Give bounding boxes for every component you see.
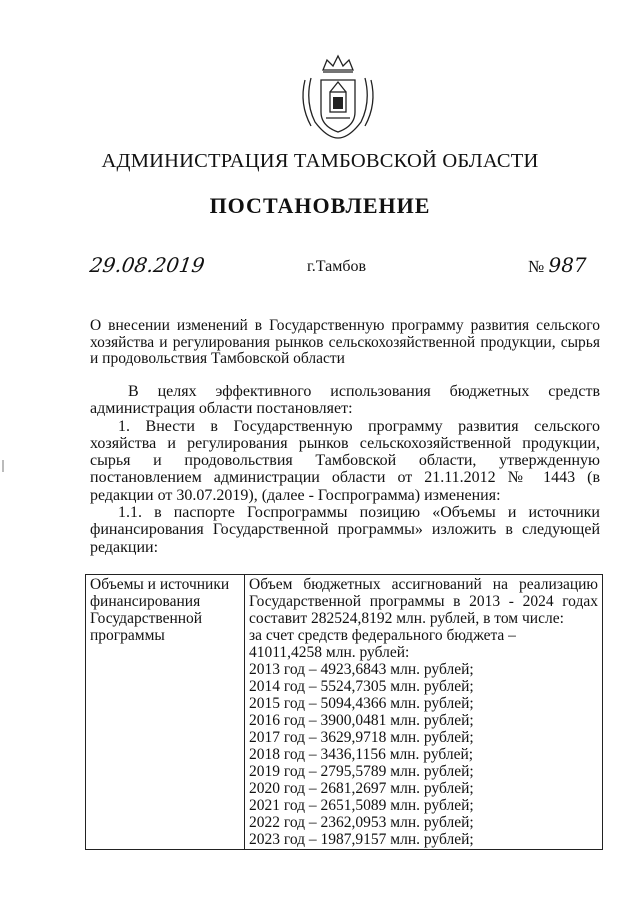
tambov-coat-of-arms-icon (297, 52, 379, 140)
document-body (90, 383, 600, 556)
body-paragraph-1: 1. Внести в Государственную программу развития сельского хозяйства и регулирования рынков сельскохозяйственной продукции, сырья и продовольствия Тамбовской области, утвержденную постановлением администрации области от 21.11.2012 № 1443 (в редакции от 30.07.2019), (далее - Госпрограмма) изменения: (90, 417, 600, 504)
federal-label: за счет средств федерального бюджета – (249, 627, 516, 644)
number-value: 987 (548, 253, 587, 277)
document-city: г.Тамбов (307, 258, 367, 275)
year-line: 2017 год – 3629,9718 млн. рублей; (249, 729, 474, 746)
year-line: 2020 год – 2681,2697 млн. рублей; (249, 780, 474, 797)
table-row (86, 575, 603, 850)
table-cell-position: Объемы и источники финансирования Государственной программы (86, 575, 245, 850)
scan-margin-mark (2, 460, 4, 472)
year-line: 2013 год – 4923,6843 млн. рублей; (249, 661, 474, 678)
table-cell-content (245, 575, 603, 850)
year-line: 2014 год – 5524,7305 млн. рублей; (249, 678, 474, 695)
body-paragraph-1-1: 1.1. в паспорте Госпрограммы позицию «Объемы и источники финансирования Государственной программы» изложить в следующей редакции: (90, 504, 600, 556)
year-line: 2022 год – 2362,0953 млн. рублей; (249, 814, 474, 831)
document-subject: О внесении изменений в Государственную программу развития сельского хозяйства и регулирования рынков сельскохозяйственной продукции, сырья и продовольствия Тамбовской области (90, 317, 600, 367)
organization-title: АДМИНИСТРАЦИЯ ТАМБОВСКОЙ ОБЛАСТИ (101, 150, 539, 172)
year-line: 2023 год – 1987,9157 млн. рублей; (249, 831, 474, 848)
funding-intro: Объем бюджетных ассигнований на реализацию Государственной программы в 2013 - 2024 годах составит 282524,8192 млн. рублей, в том числе: (249, 576, 598, 627)
document-number (528, 253, 587, 277)
year-line: 2018 год – 3436,1156 млн. рублей; (249, 746, 474, 763)
document-date: 29.08.2019 (88, 253, 207, 277)
year-line: 2016 год – 3900,0481 млн. рублей; (249, 712, 474, 729)
year-line: 2021 год – 2651,5089 млн. рублей; (249, 797, 474, 814)
number-prefix: № (528, 257, 545, 276)
year-line: 2015 год – 5094,4366 млн. рублей; (249, 695, 474, 712)
document-type-heading: ПОСТАНОВЛЕНИЕ (209, 193, 431, 218)
federal-total: 41011,4258 млн. рублей: (249, 644, 410, 661)
body-paragraph-intro: В целях эффективного использования бюджетных средств администрация области постановляет: (90, 383, 600, 418)
year-line: 2019 год – 2795,5789 млн. рублей; (249, 763, 474, 780)
passport-table (85, 574, 603, 850)
